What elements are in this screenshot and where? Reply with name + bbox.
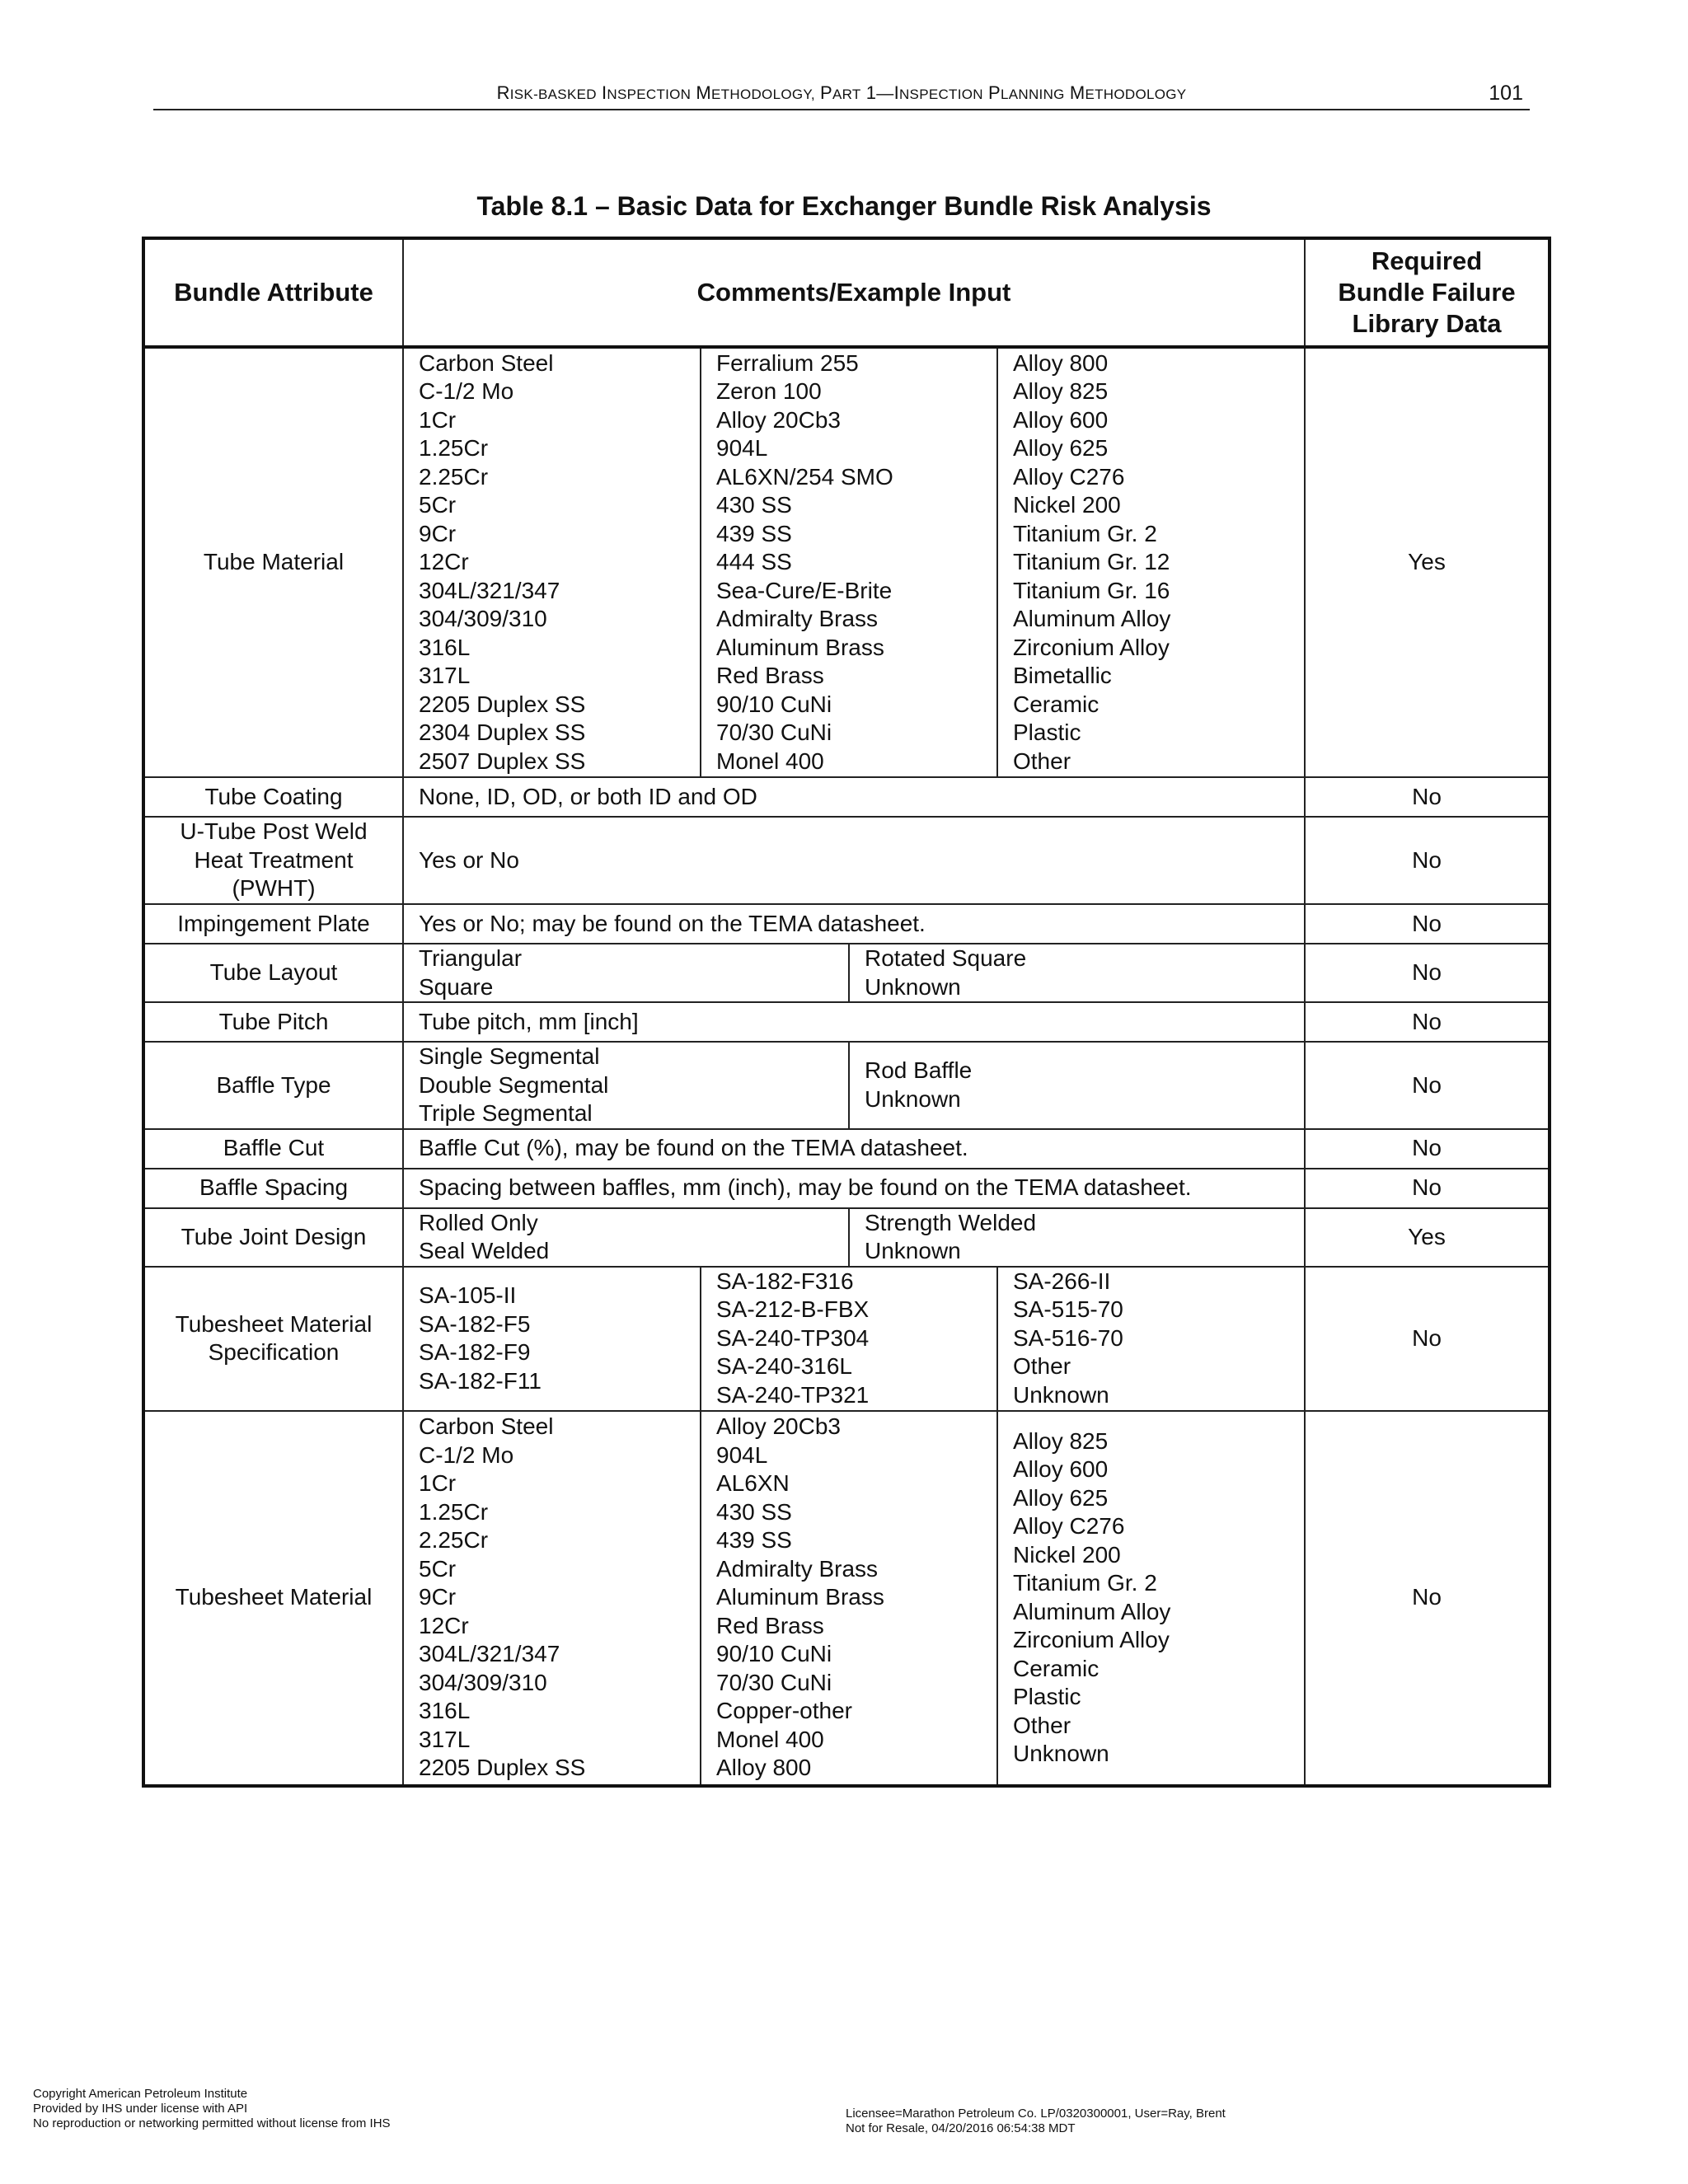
example-input-item: Other [1013,1353,1071,1380]
example-input-column [701,349,997,776]
example-input-item: SA-212-B-FBX [716,1296,870,1323]
example-input-item: 1.25Cr [419,435,489,462]
example-input-item: Rotated Square [865,945,1027,971]
example-input-item: Ferralium 255 [716,349,859,376]
example-input-item: Alloy 800 [1013,349,1109,376]
example-input-item: Ceramic [1013,1655,1100,1681]
comment-cell: Baffle Cut (%), may be found on the TEMA datasheet. [403,1129,1305,1169]
footer-line: Copyright American Petroleum Institute [33,2087,248,2101]
bundle-attribute-cell [143,777,403,817]
attribute-label: Baffle Cut [223,1135,325,1161]
example-input-item: Unknown [865,973,961,1000]
example-input-item: 5Cr [419,1555,457,1582]
bundle-attribute-cell [143,1129,403,1169]
required-library-data-cell: No [1305,1002,1550,1042]
example-input-item: AL6XN/254 SMO [716,463,893,490]
attribute-label: Tubesheet Material [175,1584,373,1610]
example-input-item: Carbon Steel [419,1413,554,1440]
example-input-column [997,349,1306,776]
required-library-data-cell: No [1305,777,1550,817]
example-input-column [404,944,849,1001]
header-required-line: Library Data [1352,309,1502,338]
table-row [143,1002,1550,1042]
table-row [143,347,1550,777]
footer-line: Licensee=Marathon Petroleum Co. LP/0320300001, User=Ray, Brent [846,2107,1226,2121]
example-input-item: 1Cr [419,1470,457,1497]
attribute-label: Tube Material [203,549,345,575]
example-input-item: Carbon Steel [419,349,554,376]
example-input-item: Sea-Cure/E-Brite [716,577,893,603]
example-input-cell [403,347,1305,777]
example-input-item: Titanium Gr. 12 [1013,549,1170,575]
example-input-item: 304/309/310 [419,606,547,632]
example-input-cell [403,1411,1305,1786]
table-row [143,1267,1550,1411]
bundle-attribute-cell [143,1002,403,1042]
example-input-item: 2.25Cr [419,463,489,490]
example-input-item: SA-240-316L [716,1353,853,1380]
required-library-data-cell: No [1305,1267,1550,1411]
example-input-item: Rolled Only [419,1209,538,1235]
example-input-item: Unknown [1013,1381,1109,1408]
table-row [143,817,1550,904]
example-input-item: Double Segmental [419,1071,609,1098]
header-required [1305,238,1550,347]
example-input-item: 304/309/310 [419,1669,547,1695]
required-library-data-cell: No [1305,944,1550,1002]
example-input-item: Strength Welded [865,1209,1037,1235]
header-comments: Comments/Example Input [403,238,1305,347]
example-input-item: Alloy 825 [1013,1427,1109,1454]
example-input-column [997,1268,1306,1410]
example-input-item: Alloy 600 [1013,406,1109,433]
table-row [143,777,1550,817]
example-input-item: 90/10 CuNi [716,1641,832,1667]
table-row [143,944,1550,1002]
example-input-column [404,1268,701,1410]
example-input-item: 317L [419,1726,471,1752]
attribute-label: Tubesheet Material [175,1310,373,1337]
attribute-label: Tube Coating [204,783,343,809]
example-input-item: C-1/2 Mo [419,378,514,405]
example-input-item: 9Cr [419,1584,457,1610]
example-input-column [849,1209,1306,1266]
attribute-label: Heat Treatment [194,846,354,873]
bundle-attribute-cell [143,347,403,777]
example-input-item: 2.25Cr [419,1527,489,1554]
example-input-item: 304L/321/347 [419,577,560,603]
example-input-column [404,1412,701,1784]
table-row [143,1129,1550,1169]
example-input-item: Aluminum Alloy [1013,606,1171,632]
example-input-item: Aluminum Brass [716,634,884,660]
comment-cell: Yes or No; may be found on the TEMA datasheet. [403,904,1305,944]
example-input-item: Rod Baffle [865,1057,973,1084]
example-input-item: 2205 Duplex SS [419,1755,586,1781]
example-input-item: Alloy 825 [1013,378,1109,405]
required-library-data-cell: No [1305,904,1550,944]
example-input-item: SA-266-II [1013,1268,1111,1294]
required-library-data-cell: No [1305,817,1550,904]
example-input-item: Triangular [419,945,523,971]
example-input-column [849,1043,1306,1128]
example-input-item: Aluminum Alloy [1013,1598,1171,1624]
example-input-item: Alloy 625 [1013,1484,1109,1511]
example-input-item: Copper-other [716,1698,852,1724]
example-input-item: Red Brass [716,1612,824,1638]
example-input-cell [403,944,1305,1002]
example-input-item: 430 SS [716,1498,792,1525]
bundle-attribute-cell [143,944,403,1002]
example-input-item: 2507 Duplex SS [419,748,586,774]
example-input-item: 430 SS [716,492,792,518]
required-library-data-cell: Yes [1305,347,1550,777]
attribute-label: Tube Layout [209,959,338,986]
example-input-item: Alloy 20Cb3 [716,406,841,433]
example-input-item: Alloy 800 [716,1755,812,1781]
attribute-label: Impingement Plate [177,910,370,936]
example-input-item: SA-516-70 [1013,1324,1123,1351]
running-head: RISK-BASKED INSPECTION METHODOLOGY, PART 1—INSPECTION PLANNING METHODOLOGY [496,82,1187,103]
bundle-attribute-cell [143,1042,403,1129]
example-input-item: SA-240-TP321 [716,1381,870,1408]
example-input-item: Admiralty Brass [716,606,879,632]
example-input-item: 12Cr [419,1612,469,1638]
example-input-item: AL6XN [716,1470,790,1497]
example-input-item: Triple Segmental [419,1100,593,1126]
example-input-column [701,1412,997,1784]
example-input-item: 439 SS [716,520,792,546]
example-input-column [404,1043,849,1128]
header-bundle-attribute: Bundle Attribute [143,238,403,347]
example-input-item: Other [1013,748,1071,774]
required-library-data-cell: No [1305,1042,1550,1129]
attribute-label: Tube Joint Design [181,1223,367,1249]
table-row [143,1411,1550,1786]
example-input-item: 90/10 CuNi [716,691,832,717]
example-input-item: 1.25Cr [419,1498,489,1525]
example-input-item: SA-240-TP304 [716,1324,870,1351]
example-input-item: Nickel 200 [1013,1541,1121,1568]
example-input-item: 439 SS [716,1527,792,1554]
example-input-item: 304L/321/347 [419,1641,560,1667]
footer-license [846,2107,1226,2136]
example-input-item: 904L [716,435,768,462]
bundle-attribute-cell [143,1411,403,1786]
example-input-item: 316L [419,634,471,660]
example-input-item: Alloy 20Cb3 [716,1413,841,1440]
example-input-item: Other [1013,1712,1071,1738]
example-input-item: Plastic [1013,1684,1081,1709]
table-row [143,1208,1550,1267]
example-input-item: Titanium Gr. 16 [1013,577,1170,603]
required-library-data-cell: No [1305,1411,1550,1786]
example-input-item: Unknown [865,1085,961,1112]
required-library-data-cell: Yes [1305,1208,1550,1267]
required-library-data-cell: No [1305,1129,1550,1169]
page-header [153,81,1530,110]
bundle-attribute-cell [143,1208,403,1267]
example-input-item: SA-182-F11 [419,1367,542,1394]
example-input-item: Monel 400 [716,748,824,774]
comment-cell: Yes or No [403,817,1305,904]
example-input-item: Titanium Gr. 2 [1013,1570,1157,1596]
example-input-item: 317L [419,663,471,689]
header-required-line: Required [1371,246,1483,275]
example-input-item: Seal Welded [419,1238,550,1263]
footer-copyright [33,2087,391,2131]
example-input-item: SA-182-F316 [716,1268,854,1294]
example-input-item: C-1/2 Mo [419,1441,514,1468]
example-input-column [404,1209,849,1266]
example-input-item: 5Cr [419,492,457,518]
comment-cell: Spacing between baffles, mm (inch), may be found on the TEMA datasheet. [403,1169,1305,1208]
example-input-item: Alloy 625 [1013,435,1109,462]
attribute-label: U-Tube Post Weld [180,818,368,845]
example-input-item: 70/30 CuNi [716,1669,832,1695]
example-input-item: 70/30 CuNi [716,719,832,746]
table-body [143,347,1550,1786]
example-input-item: Ceramic [1013,691,1100,717]
example-input-item: Aluminum Brass [716,1584,884,1610]
bundle-attribute-cell [143,1169,403,1208]
bundle-attribute-cell [143,817,403,904]
footer-line: Provided by IHS under license with API [33,2102,248,2116]
example-input-item: 904L [716,1441,768,1468]
example-input-item: 2304 Duplex SS [419,719,586,746]
example-input-item: 444 SS [716,549,792,575]
bundle-attribute-cell [143,1267,403,1411]
example-input-item: Alloy 600 [1013,1456,1109,1482]
example-input-item: Monel 400 [716,1726,824,1752]
example-input-cell [403,1042,1305,1129]
example-input-item: Unknown [1013,1741,1109,1766]
example-input-item: Zeron 100 [716,378,822,405]
example-input-item: 9Cr [419,520,457,546]
example-input-column [701,1268,997,1410]
table-title: Table 8.1 – Basic Data for Exchanger Bundle Risk Analysis [476,191,1212,221]
example-input-item: SA-515-70 [1013,1296,1123,1323]
data-table [142,237,1548,1788]
example-input-item: 316L [419,1698,471,1724]
example-input-item: SA-105-II [419,1282,517,1308]
example-input-item: SA-182-F9 [419,1339,531,1365]
example-input-item: Nickel 200 [1013,492,1121,518]
example-input-item: 2205 Duplex SS [419,691,586,717]
example-input-item: Titanium Gr. 2 [1013,520,1157,546]
footer-line: Not for Resale, 04/20/2016 06:54:38 MDT [846,2121,1076,2135]
required-library-data-cell: No [1305,1169,1550,1208]
comment-cell: Tube pitch, mm [inch] [403,1002,1305,1042]
example-input-item: Red Brass [716,663,824,689]
example-input-item: Alloy C276 [1013,1513,1125,1539]
example-input-item: Unknown [865,1238,961,1263]
example-input-item: Admiralty Brass [716,1555,879,1582]
example-input-item: Alloy C276 [1013,463,1125,490]
example-input-item: Zirconium Alloy [1013,634,1170,660]
table-row [143,1169,1550,1208]
comment-cell: None, ID, OD, or both ID and OD [403,777,1305,817]
attribute-label: Baffle Spacing [199,1174,349,1201]
attribute-label: Baffle Type [216,1071,331,1098]
example-input-item: Bimetallic [1013,663,1112,689]
example-input-item: 12Cr [419,549,469,575]
footer-line: No reproduction or networking permitted without license from IHS [33,2116,391,2130]
table-row [143,1042,1550,1129]
example-input-item: 1Cr [419,406,457,433]
attribute-label: Specification [208,1339,340,1365]
bundle-attribute-cell [143,904,403,944]
example-input-column [849,944,1306,1001]
attribute-label: Tube Pitch [218,1008,329,1034]
attribute-label: (PWHT) [232,875,316,902]
page-number: 101 [1489,82,1523,105]
example-input-cell [403,1267,1305,1411]
header-required-line: Bundle Failure [1338,278,1516,307]
example-input-item: Plastic [1013,719,1081,746]
example-input-item: Single Segmental [419,1043,600,1069]
example-input-item: Square [419,973,494,1000]
table-row [143,904,1550,944]
example-input-column [404,349,701,776]
example-input-cell [403,1208,1305,1267]
example-input-column [997,1412,1306,1784]
example-input-item: Zirconium Alloy [1013,1627,1170,1652]
example-input-item: SA-182-F5 [419,1310,531,1337]
